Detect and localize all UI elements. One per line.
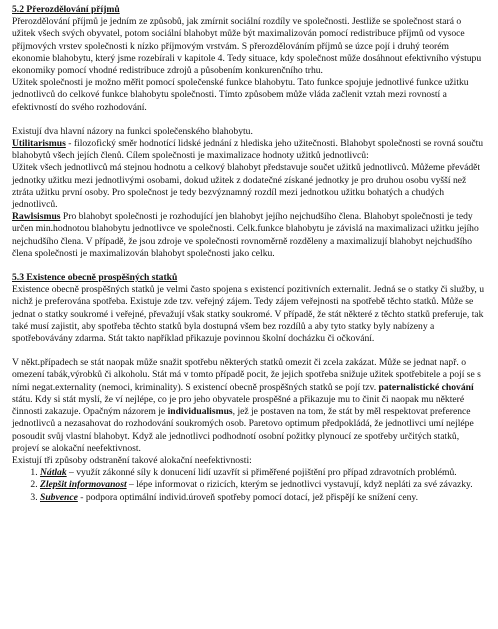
text-run: , jež je postaven na tom, že stát by měl respektovat preference jednotlivců a nezasahovat do rozhodování soukromých osob. Paretovo optimum předpokládá, že jednotlivci umí nejlépe posoudit svůj vlastní blahobyt. Když ale jednotlivci podhodnotí osobní požitky plynoucí ze spotřeby určitých statků, projeví se alokační neefektivnost. (12, 406, 474, 454)
spacer (12, 114, 487, 126)
section-heading: 5.3 Existence obecně prospěšných statků (12, 272, 178, 284)
list-term: Nátlak (40, 467, 67, 479)
text-run: V někt.případech se stát naopak může snažit spotřebu některých statků omezit či zcela zakázat. Může se jednat např. o omezení tabák,výrobků či alkoholu. Stát má v tomto případě pocit, že jejich spotřeba snižuje užitek spotřebitele a pojí se s ními negat.externality (nemoci, kriminality). S existencí obecně prospěšných statků se pojí tzv. (12, 357, 481, 393)
list-item (40, 467, 487, 479)
term-individualism: individualismus (167, 406, 233, 418)
list-text: – využít zákonné síly k donucení lidí uzavřít si přiměřené pojištění pro případ zdravotních problémů. (66, 467, 457, 479)
paragraph: Přerozdělování příjmů je jedním ze způsobů, jak zmírnit sociální rozdíly ve společnosti. Jestliže se společnost stará o užitek všech svých obyvatel, potom sociální blahobyt může být maximalizován pomocí redistribuce příjmů od vysoce příjmových vrstev společnosti k nízko příjmovým vrstvám. S přerozdělováním příjmů se úzce pojí i druhý teorém ekonomie blahobytu, který jsme rozebírali v kapitole 4. Tedy situace, kdy společnost může dosáhnout efektivního výstupu ekonomiky pomocí vhodné redistribuce zdrojů a působením konkurenčního trhu. (12, 16, 482, 77)
list-item (40, 492, 487, 504)
list-term: Subvence (40, 491, 78, 503)
term-definition: - filozofický směr hodnotící lidské jednání z hlediska jeho užitečnosti. Blahobyt společnosti se rovná součtu blahobytů všech jejích členů. Cílem společnosti je maximalizace hodnoty užitků jednotlivců: (12, 138, 484, 162)
term-definition: Pro blahobyt společnosti je rozhodující jen blahobyt jejího nejchudšího člena. Blahobyt společnosti je tedy určen min.hodnotou blahobytu jednotlivce ve společnosti. Celk.funkce blahobytu je závislá na maximalizaci užitku jejího nejchudšího člena. V případě, že jsou zdroje ve společnosti rovnoměrně rozděleny a maximalizují blahobyt nejchudšího člena společnosti je maximalizován blahobyt společnosti jako celku. (12, 211, 479, 259)
paragraph (12, 357, 487, 455)
numbered-list (12, 467, 487, 504)
text-run: státu. Kdy si stát myslí, že ví nejlépe, co je pro jeho obyvatele prospěšné a přikazuje mu to činit či naopak mu některé činnosti zakazuje. Opačným názorem je (12, 393, 465, 418)
list-term: Zlepšit informovanost (40, 479, 127, 491)
spacer (12, 345, 487, 357)
list-text: - podpora optimální individ.úroveň spotřeby pomocí dotací, jež přispějí ke snížení ceny. (77, 491, 418, 503)
section-heading: 5.2 Přerozdělování příjmů (12, 4, 120, 15)
list-item (40, 479, 487, 491)
paragraph: Užitek všech jednotlivců má stejnou hodnotu a celkový blahobyt představuje součet užitků jednotlivců. Můžeme převádět jednotky užitku mezi jednotlivými osobami, dokud užitek z dodatečné získané jednotky je pro druhou osobu vyšší než ztráta užitku první osoby. Pro společnost je tedy bezvýznamný rozdíl mezi jednotkou užitku bohatých a chudých jednotlivců. (12, 162, 481, 211)
paragraph: Užitek společnosti je možno měřit pomocí společenské funkce blahobytu. Tato funkce spojuje jednotlivé funkce užitku jednotlivců do celkové funkce blahobytu společnosti. Tímto způsobem může vláda začlenit vztah mezi rovností a efektivností do svého rozhodování. (12, 77, 469, 113)
list-text: – lépe informovat o rizicích, kterým se jednotlivci vystavují, když nepláti za své závazky. (126, 479, 473, 491)
paragraph (12, 211, 487, 260)
paragraph (12, 138, 487, 162)
term-rawlsismus: Rawlsismus (12, 211, 61, 223)
term-paternalism: paternalistické chování (378, 381, 474, 393)
paragraph: Existence obecně prospěšných statků je velmi často spojena s existencí pozitivních externalit. Jedná se o statky či služby, u nichž je preferována spotřeba. Existuje zde tzv. veřejný zájem. Tedy zájem veřejnosti na spotřebě těchto statků. Může se jednat o statky soukromé i veřejné, převažují však statky soukromé. V případě, že stát některé z těchto statků preferuje, tak také musí zajistit, aby spotřeba těchto statků byla dostupná všem bez rozdílů a aby tyto statky byly nabízeny a spotřebovávány zdarma. Stát takto například přikazuje povinnou školní docházku či očkování. (12, 284, 485, 345)
term-utilitarismus: Utilitarismus (12, 138, 66, 150)
spacer (12, 260, 487, 272)
paragraph: Existují tři způsoby odstranění takové alokační neefektivnosti: (12, 454, 252, 466)
paragraph: Existují dva hlavní názory na funkci společenského blahobytu. (12, 125, 253, 137)
